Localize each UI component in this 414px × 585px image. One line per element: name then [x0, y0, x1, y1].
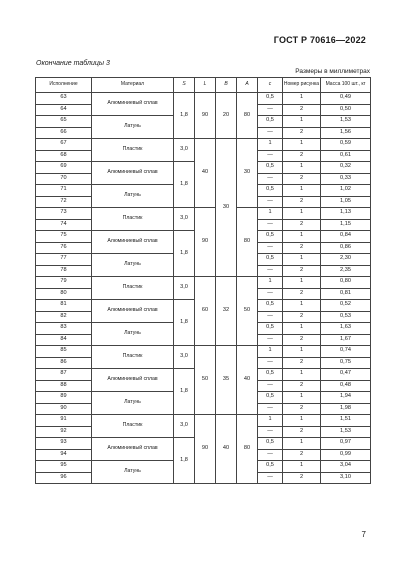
- cell-figure: 1: [283, 116, 321, 128]
- cell-b: 40: [216, 415, 237, 484]
- cell-mass: 0,97: [321, 438, 371, 450]
- cell-material: Латунь: [92, 323, 174, 346]
- cell-c: —: [258, 173, 283, 185]
- cell-exec: 67: [36, 139, 92, 151]
- cell-c: 0,5: [258, 116, 283, 128]
- cell-exec: 66: [36, 127, 92, 139]
- cell-exec: 96: [36, 472, 92, 484]
- cell-exec: 70: [36, 173, 92, 185]
- cell-material: Латунь: [92, 392, 174, 415]
- cell-material: Латунь: [92, 461, 174, 484]
- header-exec: Исполнение: [36, 78, 92, 93]
- document-code: ГОСТ Р 70616—2022: [273, 35, 366, 45]
- cell-figure: 1: [283, 162, 321, 174]
- cell-exec: 83: [36, 323, 92, 335]
- cell-c: —: [258, 104, 283, 116]
- cell-c: —: [258, 380, 283, 392]
- cell-mass: 0,75: [321, 357, 371, 369]
- cell-exec: 82: [36, 311, 92, 323]
- cell-c: —: [258, 265, 283, 277]
- cell-exec: 81: [36, 300, 92, 312]
- cell-exec: 76: [36, 242, 92, 254]
- cell-material: Пластик: [92, 277, 174, 300]
- cell-exec: 71: [36, 185, 92, 197]
- cell-a: 80: [237, 93, 258, 139]
- cell-mass: 0,84: [321, 231, 371, 243]
- cell-c: 1: [258, 415, 283, 427]
- cell-mass: 1,56: [321, 127, 371, 139]
- cell-material: Алюминиевый сплав: [92, 93, 174, 116]
- header-l: L: [195, 78, 216, 93]
- cell-mass: 0,47: [321, 369, 371, 381]
- table-row: [36, 93, 371, 105]
- cell-c: 0,5: [258, 300, 283, 312]
- cell-exec: 94: [36, 449, 92, 461]
- cell-mass: 1,63: [321, 323, 371, 335]
- cell-mass: 0,59: [321, 139, 371, 151]
- cell-c: 0,5: [258, 323, 283, 335]
- cell-exec: 92: [36, 426, 92, 438]
- cell-figure: 1: [283, 438, 321, 450]
- cell-mass: 1,51: [321, 415, 371, 427]
- cell-s: 3,0: [174, 277, 195, 300]
- cell-figure: 1: [283, 415, 321, 427]
- cell-s: 1,8: [174, 93, 195, 139]
- cell-figure: 1: [283, 323, 321, 335]
- cell-figure: 1: [283, 461, 321, 473]
- cell-c: —: [258, 196, 283, 208]
- cell-figure: 1: [283, 139, 321, 151]
- cell-mass: 0,61: [321, 150, 371, 162]
- table-header-row: [36, 78, 371, 93]
- cell-figure: 2: [283, 357, 321, 369]
- cell-l: 60: [195, 277, 216, 346]
- cell-mass: 0,52: [321, 300, 371, 312]
- cell-exec: 69: [36, 162, 92, 174]
- cell-c: —: [258, 242, 283, 254]
- cell-material: Алюминиевый сплав: [92, 438, 174, 461]
- cell-c: —: [258, 150, 283, 162]
- cell-b: 20: [216, 93, 237, 139]
- cell-exec: 87: [36, 369, 92, 381]
- cell-material: Пластик: [92, 208, 174, 231]
- cell-material: Алюминиевый сплав: [92, 231, 174, 254]
- cell-l: 40: [195, 139, 216, 208]
- cell-a: 40: [237, 346, 258, 415]
- cell-exec: 93: [36, 438, 92, 450]
- units-label: Размеры в миллиметрах: [295, 68, 370, 75]
- cell-c: —: [258, 311, 283, 323]
- cell-mass: 2,30: [321, 254, 371, 266]
- cell-exec: 63: [36, 93, 92, 105]
- cell-c: 0,5: [258, 392, 283, 404]
- cell-l: 90: [195, 415, 216, 484]
- cell-figure: 1: [283, 369, 321, 381]
- cell-exec: 85: [36, 346, 92, 358]
- cell-figure: 2: [283, 127, 321, 139]
- cell-s: 3,0: [174, 139, 195, 162]
- cell-figure: 2: [283, 288, 321, 300]
- cell-material: Алюминиевый сплав: [92, 162, 174, 185]
- cell-figure: 2: [283, 265, 321, 277]
- header-b: B: [216, 78, 237, 93]
- cell-mass: 0,81: [321, 288, 371, 300]
- cell-mass: 1,94: [321, 392, 371, 404]
- cell-exec: 89: [36, 392, 92, 404]
- cell-exec: 72: [36, 196, 92, 208]
- cell-exec: 84: [36, 334, 92, 346]
- cell-mass: 1,05: [321, 196, 371, 208]
- cell-mass: 0,32: [321, 162, 371, 174]
- cell-mass: 0,80: [321, 277, 371, 289]
- cell-c: 0,5: [258, 162, 283, 174]
- cell-b: 32: [216, 277, 237, 346]
- cell-c: 0,5: [258, 438, 283, 450]
- cell-mass: 0,48: [321, 380, 371, 392]
- cell-material: Латунь: [92, 116, 174, 139]
- header-material: Материал: [92, 78, 174, 93]
- cell-a: 80: [237, 415, 258, 484]
- cell-figure: 1: [283, 93, 321, 105]
- cell-s: 1,8: [174, 300, 195, 346]
- cell-mass: 1,53: [321, 116, 371, 128]
- cell-figure: 2: [283, 311, 321, 323]
- cell-exec: 80: [36, 288, 92, 300]
- cell-material: Пластик: [92, 346, 174, 369]
- cell-figure: 1: [283, 346, 321, 358]
- cell-c: —: [258, 357, 283, 369]
- cell-exec: 91: [36, 415, 92, 427]
- cell-c: 1: [258, 208, 283, 220]
- cell-mass: 0,50: [321, 104, 371, 116]
- cell-l: 50: [195, 346, 216, 415]
- cell-figure: 2: [283, 380, 321, 392]
- cell-l: 90: [195, 93, 216, 139]
- cell-c: 0,5: [258, 461, 283, 473]
- cell-c: —: [258, 127, 283, 139]
- cell-material: Алюминиевый сплав: [92, 300, 174, 323]
- cell-material: Пластик: [92, 415, 174, 438]
- cell-exec: 73: [36, 208, 92, 220]
- header-a: A: [237, 78, 258, 93]
- cell-a: 80: [237, 208, 258, 277]
- cell-figure: 2: [283, 173, 321, 185]
- cell-figure: 2: [283, 334, 321, 346]
- cell-mass: 1,53: [321, 426, 371, 438]
- cell-material: Пластик: [92, 139, 174, 162]
- cell-exec: 95: [36, 461, 92, 473]
- cell-mass: 1,13: [321, 208, 371, 220]
- cell-c: 0,5: [258, 185, 283, 197]
- cell-exec: 86: [36, 357, 92, 369]
- table-row: [36, 277, 371, 289]
- cell-s: 3,0: [174, 208, 195, 231]
- cell-s: 1,8: [174, 438, 195, 484]
- cell-l: 90: [195, 208, 216, 277]
- cell-figure: 1: [283, 300, 321, 312]
- cell-figure: 2: [283, 196, 321, 208]
- table-row: [36, 415, 371, 427]
- cell-mass: 0,53: [321, 311, 371, 323]
- cell-mass: 1,67: [321, 334, 371, 346]
- cell-s: 1,8: [174, 369, 195, 415]
- header-mass: Масса 100 шт., кг: [321, 78, 371, 93]
- cell-figure: 2: [283, 104, 321, 116]
- cell-mass: 0,74: [321, 346, 371, 358]
- cell-c: 1: [258, 139, 283, 151]
- cell-mass: 3,10: [321, 472, 371, 484]
- cell-exec: 64: [36, 104, 92, 116]
- cell-s: 1,8: [174, 162, 195, 208]
- cell-mass: 1,15: [321, 219, 371, 231]
- cell-figure: 2: [283, 150, 321, 162]
- cell-exec: 78: [36, 265, 92, 277]
- page-number: 7: [361, 530, 366, 539]
- dimensions-table: [35, 77, 371, 484]
- cell-exec: 90: [36, 403, 92, 415]
- cell-figure: 2: [283, 472, 321, 484]
- cell-b: 30: [216, 139, 237, 277]
- cell-c: —: [258, 403, 283, 415]
- cell-figure: 1: [283, 392, 321, 404]
- cell-s: 1,8: [174, 231, 195, 277]
- table-continuation-label: Окончание таблицы 3: [36, 60, 110, 67]
- cell-s: 3,0: [174, 415, 195, 438]
- cell-figure: 1: [283, 254, 321, 266]
- cell-s: 3,0: [174, 346, 195, 369]
- cell-material: Латунь: [92, 254, 174, 277]
- cell-mass: 2,35: [321, 265, 371, 277]
- cell-figure: 1: [283, 185, 321, 197]
- cell-exec: 79: [36, 277, 92, 289]
- header-c: c: [258, 78, 283, 93]
- table-row: [36, 139, 371, 151]
- cell-exec: 75: [36, 231, 92, 243]
- cell-material: Латунь: [92, 185, 174, 208]
- cell-figure: 2: [283, 242, 321, 254]
- cell-b: 35: [216, 346, 237, 415]
- cell-c: —: [258, 449, 283, 461]
- cell-c: 1: [258, 346, 283, 358]
- cell-figure: 2: [283, 426, 321, 438]
- cell-c: —: [258, 288, 283, 300]
- cell-c: 0,5: [258, 254, 283, 266]
- cell-figure: 1: [283, 208, 321, 220]
- cell-mass: 0,49: [321, 93, 371, 105]
- cell-figure: 2: [283, 219, 321, 231]
- cell-figure: 1: [283, 277, 321, 289]
- cell-c: 1: [258, 277, 283, 289]
- table-row: [36, 346, 371, 358]
- cell-exec: 68: [36, 150, 92, 162]
- cell-c: 0,5: [258, 231, 283, 243]
- cell-mass: 0,33: [321, 173, 371, 185]
- cell-c: 0,5: [258, 93, 283, 105]
- table-row: [36, 208, 371, 220]
- cell-mass: 0,86: [321, 242, 371, 254]
- cell-figure: 2: [283, 403, 321, 415]
- cell-exec: 65: [36, 116, 92, 128]
- cell-exec: 74: [36, 219, 92, 231]
- cell-mass: 1,98: [321, 403, 371, 415]
- cell-c: 0,5: [258, 369, 283, 381]
- header-s: S: [174, 78, 195, 93]
- cell-a: 30: [237, 139, 258, 208]
- cell-a: 50: [237, 277, 258, 346]
- cell-material: Алюминиевый сплав: [92, 369, 174, 392]
- cell-figure: 2: [283, 449, 321, 461]
- cell-c: —: [258, 472, 283, 484]
- cell-exec: 88: [36, 380, 92, 392]
- cell-exec: 77: [36, 254, 92, 266]
- cell-mass: 0,99: [321, 449, 371, 461]
- cell-c: —: [258, 426, 283, 438]
- cell-mass: 3,04: [321, 461, 371, 473]
- cell-mass: 1,02: [321, 185, 371, 197]
- header-figure: Номер рисунка: [283, 78, 321, 93]
- cell-figure: 1: [283, 231, 321, 243]
- cell-c: —: [258, 334, 283, 346]
- cell-c: —: [258, 219, 283, 231]
